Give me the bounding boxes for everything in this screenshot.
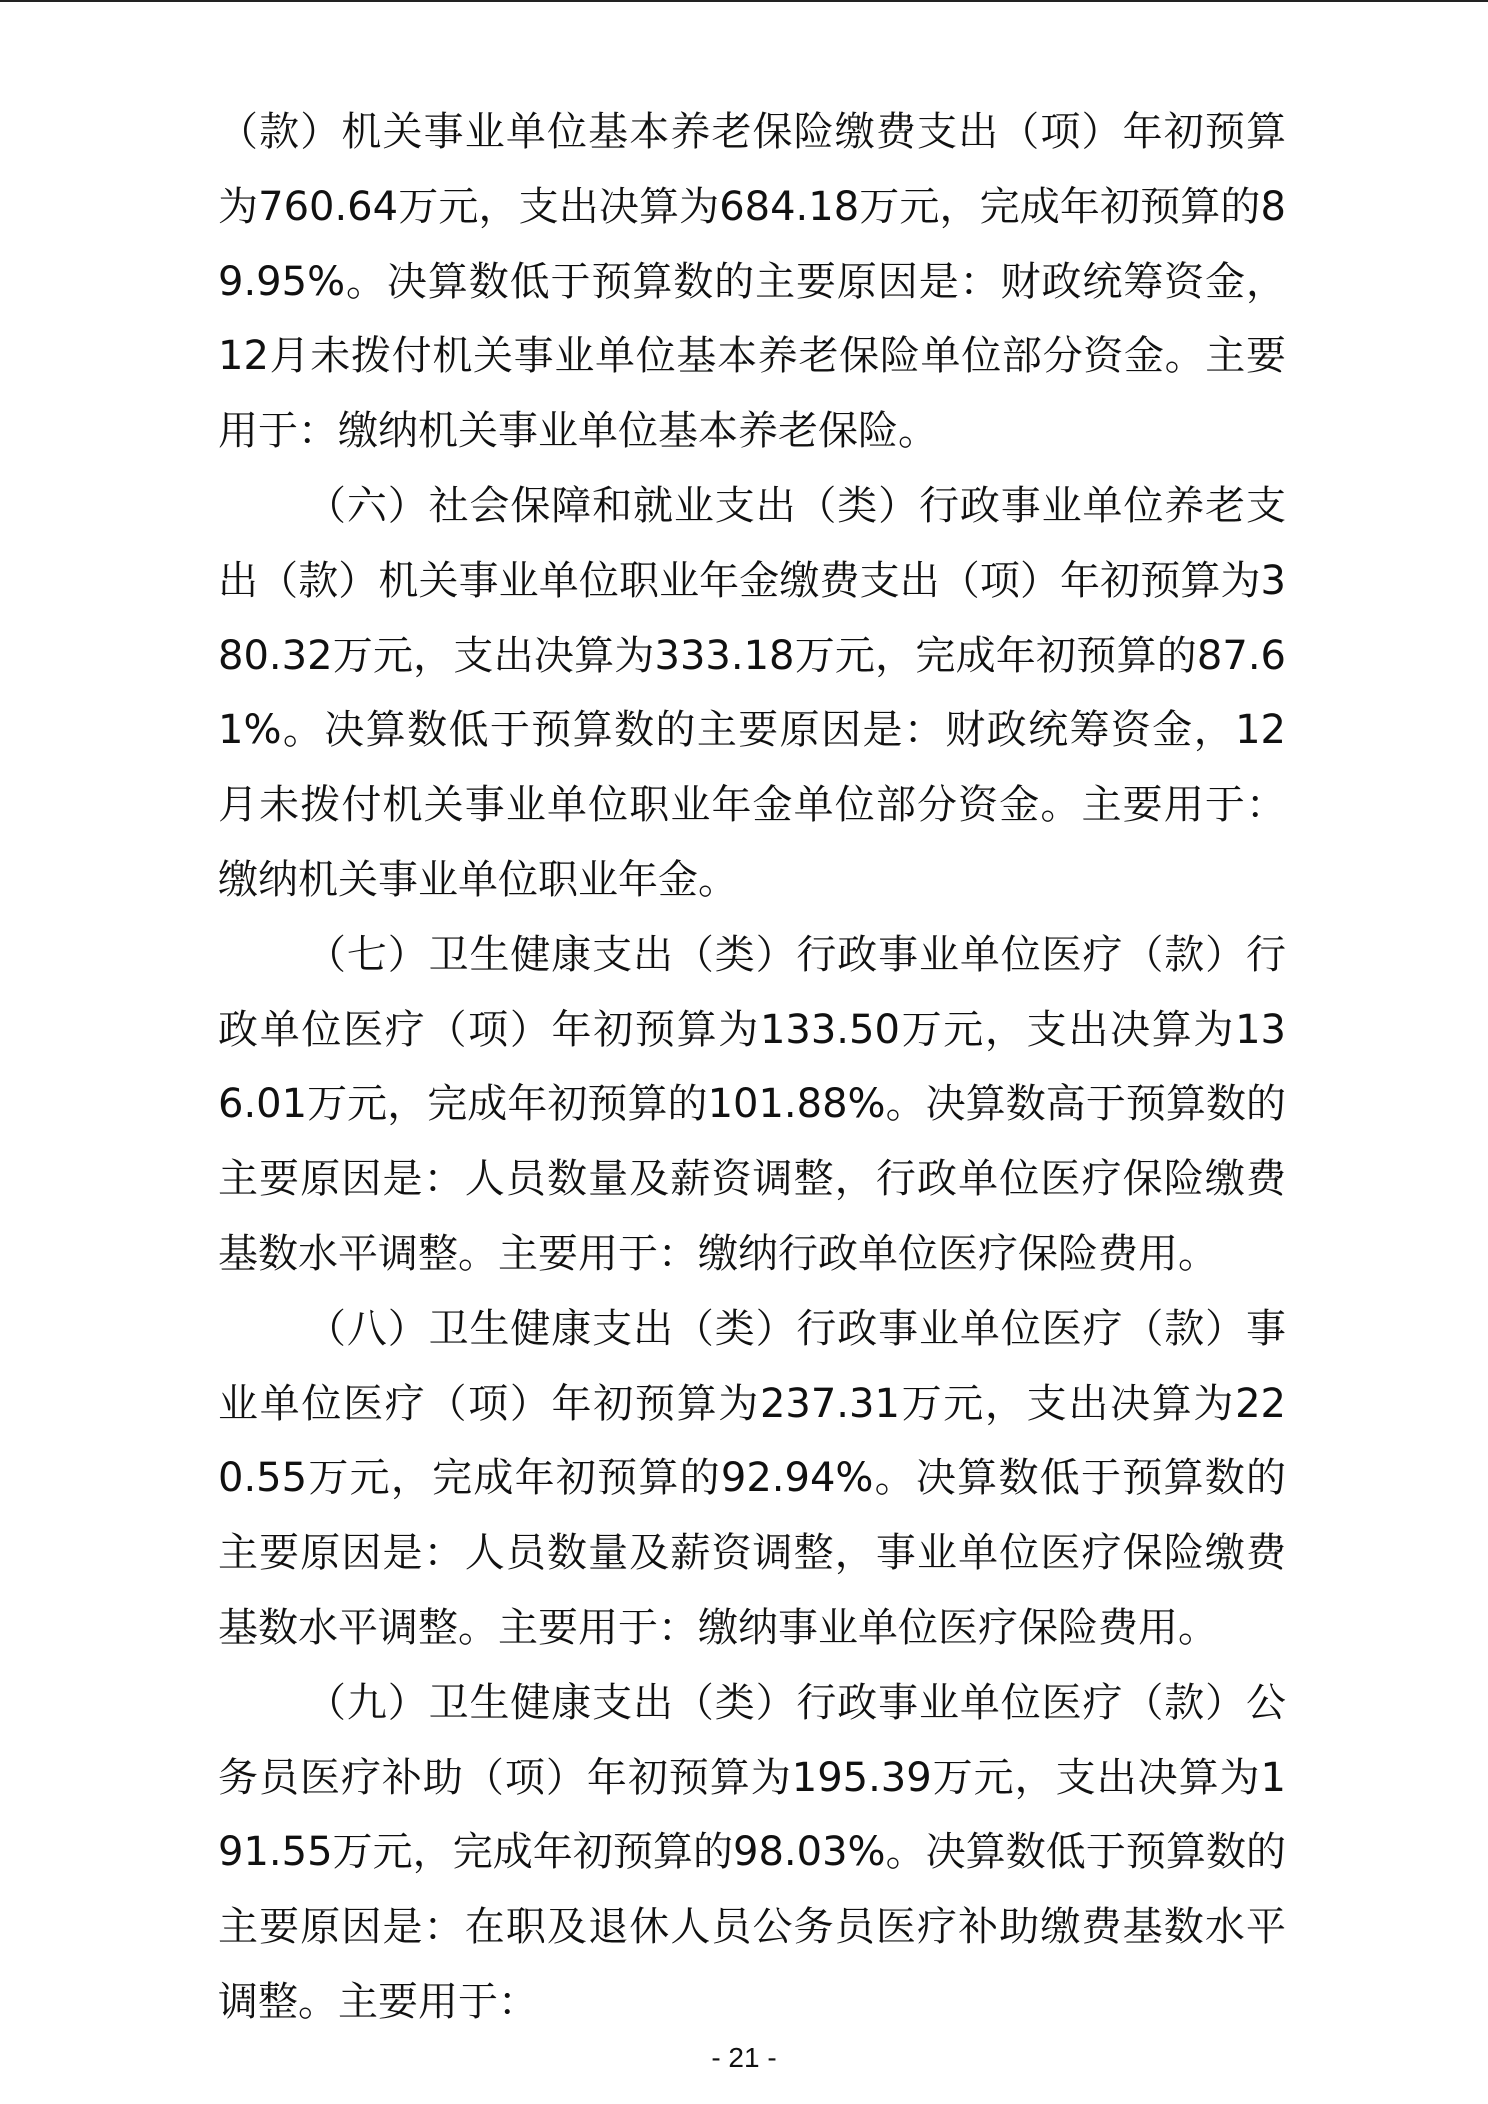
paragraph-item-8: （八）卫生健康支出（类）行政事业单位医疗（款）事业单位医疗（项）年初预算为237.31万元，支出决算为220.55万元，完成年初预算的92.94%。决算数低于预算数的主要原因是：人员数量及薪资调整，事业单位医疗保险缴费基数水平调整。主要用于：缴纳事业单位医疗保险费用。 [218,1305,1286,1651]
paragraph-item-7: （七）卫生健康支出（类）行政事业单位医疗（款）行政单位医疗（项）年初预算为133.50万元，支出决算为136.01万元，完成年初预算的101.88%。决算数高于预算数的主要原因是：人员数量及薪资调整，行政单位医疗保险缴费基数水平调整。主要用于：缴纳行政单位医疗保险费用。 [218,931,1286,1277]
page-number: - 21 - [711,2042,777,2073]
document-body [218,95,1286,2040]
paragraph-item-9: （九）卫生健康支出（类）行政事业单位医疗（款）公务员医疗补助（项）年初预算为195.39万元，支出决算为191.55万元，完成年初预算的98.03%。决算数低于预算数的主要原因是：在职及退休人员公务员医疗补助缴费基数水平调整。主要用于： [218,1679,1286,2025]
top-border-rule [0,0,1488,2]
paragraph-item-6: （六）社会保障和就业支出（类）行政事业单位养老支出（款）机关事业单位职业年金缴费支出（项）年初预算为380.32万元，支出决算为333.18万元，完成年初预算的87.61%。决算数低于预算数的主要原因是：财政统筹资金，12月未拨付机关事业单位职业年金单位部分资金。主要用于：缴纳机关事业单位职业年金。 [218,482,1286,903]
paragraph-continuation: （款）机关事业单位基本养老保险缴费支出（项）年初预算为760.64万元，支出决算为684.18万元，完成年初预算的89.95%。决算数低于预算数的主要原因是：财政统筹资金，12月未拨付机关事业单位基本养老保险单位部分资金。主要用于：缴纳机关事业单位基本养老保险。 [218,109,1286,455]
